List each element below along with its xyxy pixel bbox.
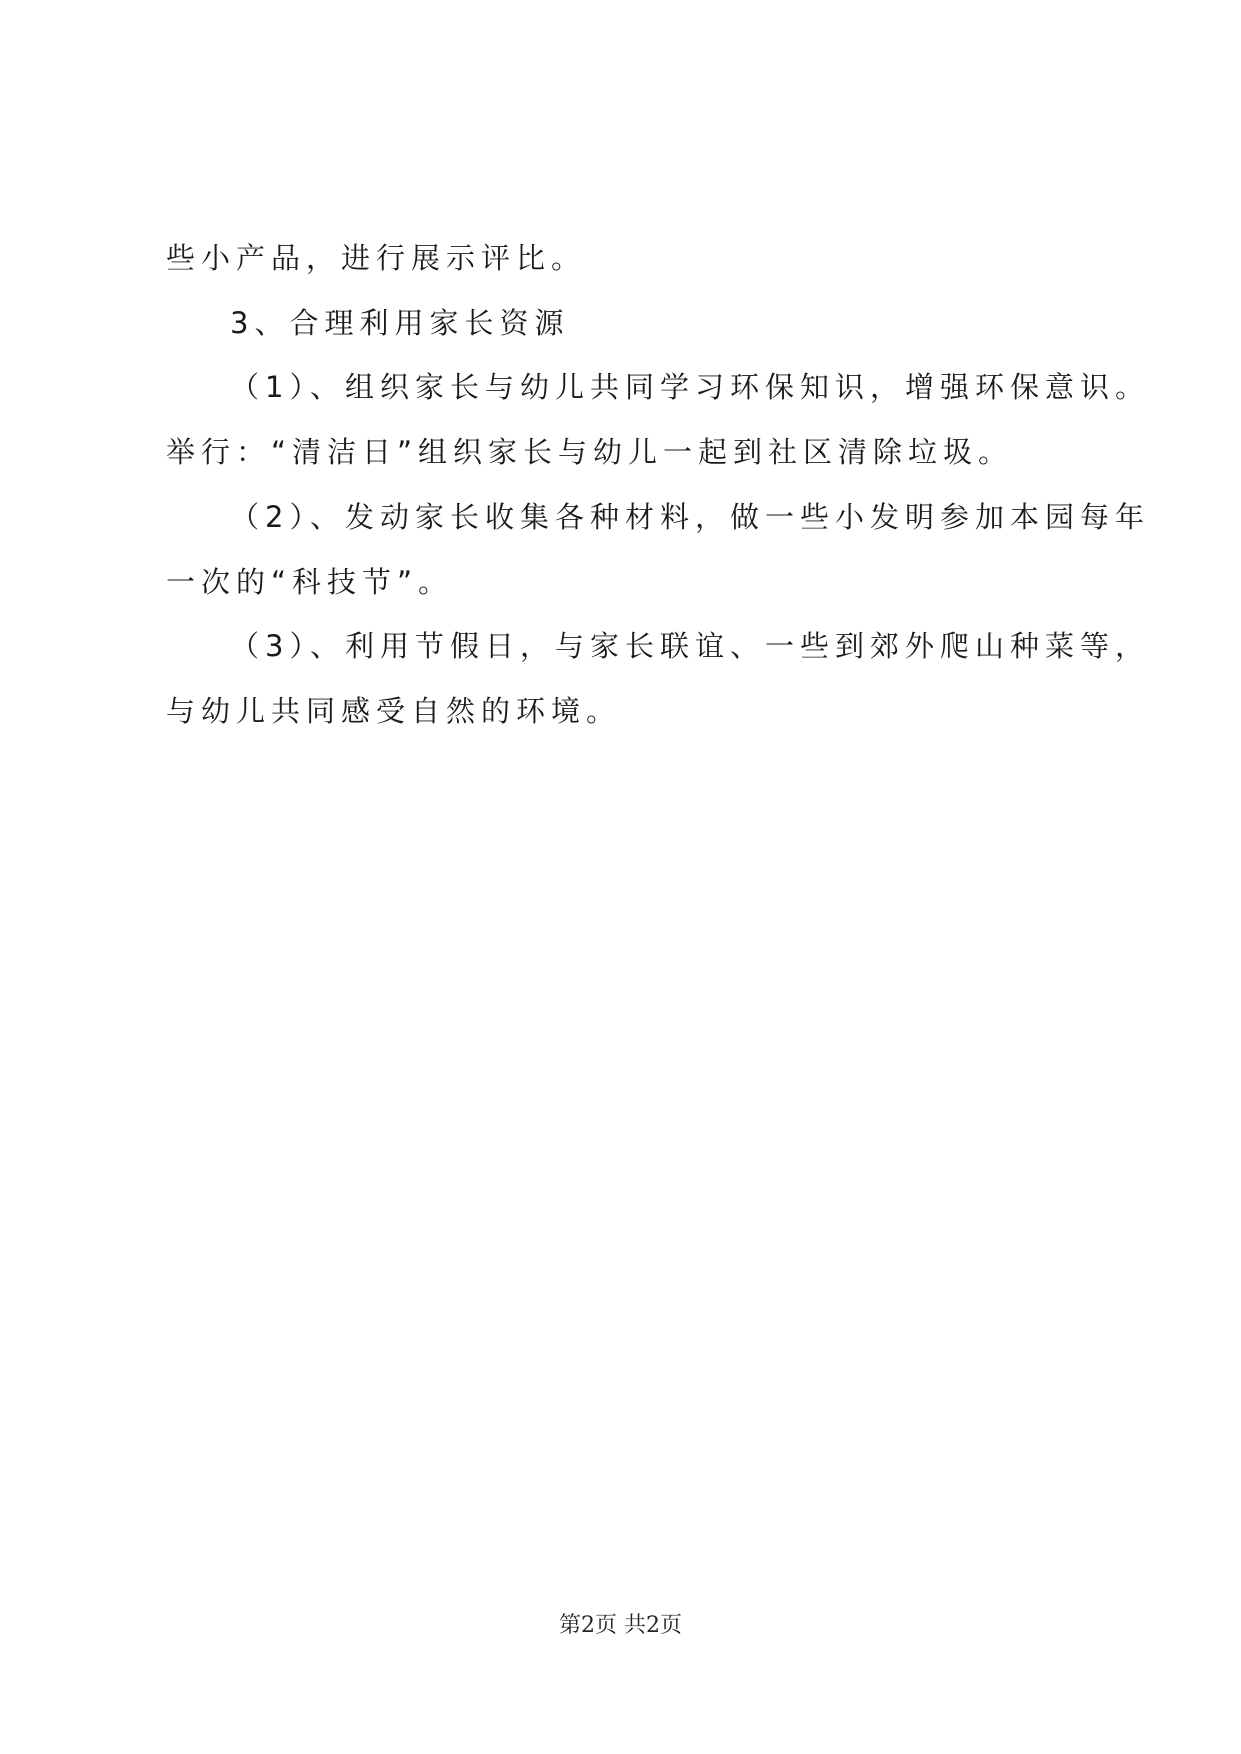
paragraph-line: （3）、利用节假日，与家长联谊、一些到郊外爬山种菜等， xyxy=(230,629,1150,663)
paragraph-line: （2）、发动家长收集各种材料，做一些小发明参加本园每年 xyxy=(230,500,1150,534)
section-heading: 3、合理利用家长资源 xyxy=(230,306,570,340)
paragraph-line: 与幼儿共同感受自然的环境。 xyxy=(166,694,622,728)
paragraph-line: 举行：“清洁日”组织家长与幼儿一起到社区清除垃圾。 xyxy=(166,435,1014,469)
paragraph-line: 一次的“科技节”。 xyxy=(166,565,454,599)
paragraph-line: （1）、组织家长与幼儿共同学习环保知识，增强环保意识。 xyxy=(230,370,1150,404)
page-number-footer: 第2页 共2页 xyxy=(559,1613,682,1638)
paragraph-line: 些小产品，进行展示评比。 xyxy=(166,241,587,275)
